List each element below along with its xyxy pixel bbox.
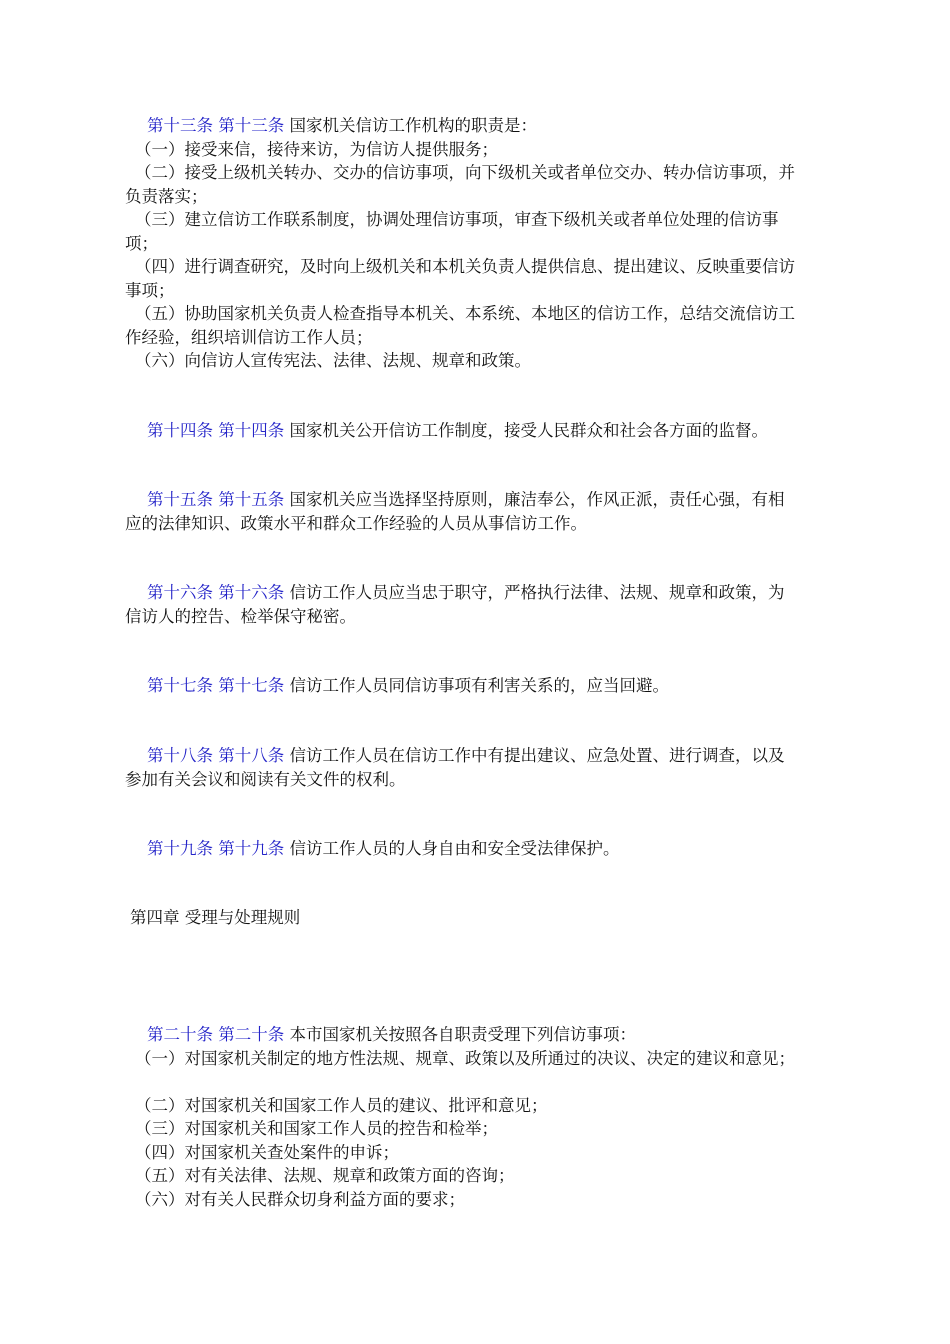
article-14-label: 第十四条 [147, 421, 213, 440]
article-20-intro: 本市国家机关按照各自职责受理下列信访事项： [284, 1025, 636, 1044]
article-13-item-2-cont: 负责落实； [125, 186, 208, 206]
chapter-heading: 第四章 受理与处理规则 [130, 908, 301, 927]
article-19-label-repeat: 第十九条 [218, 839, 285, 858]
article-20-item-6: （六）对有关人民群众切身利益方面的要求； [135, 1189, 465, 1209]
article-15-label-repeat: 第十五条 [218, 490, 285, 509]
article-17-label: 第十七条 [147, 676, 213, 695]
article-19 [125, 837, 837, 861]
article-18-text-1: 信访工作人员在信访工作中有提出建议、应急处置、进行调查，以及 [289, 746, 785, 765]
article-18-label: 第十八条 [147, 746, 213, 765]
article-20-item-4: （四）对国家机关查处案件的申诉； [135, 1142, 399, 1162]
article-17-text: 信访工作人员同信访事项有利害关系的，应当回避。 [289, 676, 669, 695]
article-14-label-repeat: 第十四条 [218, 421, 285, 440]
article-16-text-1: 信访工作人员应当忠于职守，严格执行法律、法规、规章和政策，为 [289, 583, 785, 602]
article-19-label: 第十九条 [147, 839, 213, 858]
article-13-item-4-cont: 事项； [125, 280, 175, 300]
article-19-text: 信访工作人员的人身自由和安全受法律保护。 [289, 839, 620, 858]
article-20-item-2: （二）对国家机关和国家工作人员的建议、批评和意见； [135, 1095, 548, 1115]
article-13-label: 第十三条 [147, 116, 213, 135]
article-13-item-2: （二）接受上级机关转办、交办的信访事项，向下级机关或者单位交办、转办信访事项，并 [135, 163, 795, 182]
article-17-label-repeat: 第十七条 [218, 676, 285, 695]
article-13-item-4: （四）进行调查研究，及时向上级机关和本机关负责人提供信息、提出建议、反映重要信访 [135, 257, 795, 276]
article-20-item-1: （一）对国家机关制定的地方性法规、规章、政策以及所通过的决议、决定的建议和意见； [135, 1048, 795, 1068]
article-14-text: 国家机关公开信访工作制度，接受人民群众和社会各方面的监督。 [289, 421, 768, 440]
article-13-item-5: （五）协助国家机关负责人检查指导本机关、本系统、本地区的信访工作，总结交流信访工 [135, 304, 795, 323]
article-20-label-repeat: 第二十条 [218, 1025, 285, 1044]
article-13-intro: 国家机关信访工作机构的职责是： [284, 116, 537, 135]
article-13-item-1: （一）接受来信，接待来访，为信访人提供服务； [135, 139, 498, 159]
article-13-item-3-cont: 项； [125, 233, 158, 253]
article-14 [125, 419, 837, 443]
article-18-text-2: 参加有关会议和阅读有关文件的权利。 [125, 769, 406, 789]
article-16-label: 第十六条 [147, 583, 213, 602]
article-20-item-5: （五）对有关法律、法规、规章和政策方面的咨询； [135, 1166, 515, 1185]
article-18 [125, 744, 837, 791]
article-20-label: 第二十条 [147, 1025, 213, 1044]
article-16-text-2: 信访人的控告、检举保守秘密。 [125, 606, 356, 626]
article-17 [125, 674, 837, 698]
article-15-label: 第十五条 [147, 490, 213, 509]
article-15-text-2: 应的法律知识、政策水平和群众工作经验的人员从事信访工作。 [125, 513, 587, 533]
article-16-label-repeat: 第十六条 [218, 583, 285, 602]
article-13-label-repeat: 第十三条 [218, 116, 285, 135]
article-20-item-3: （三）对国家机关和国家工作人员的控告和检举； [135, 1119, 498, 1138]
article-13-item-3: （三）建立信访工作联系制度，协调处理信访事项，审查下级机关或者单位处理的信访事 [135, 210, 779, 229]
article-15-text-1: 国家机关应当选择坚持原则，廉洁奉公，作风正派，责任心强，有相 [289, 490, 785, 509]
article-13-item-5-cont: 作经验，组织培训信访工作人员； [125, 327, 373, 347]
article-13 [125, 114, 837, 373]
article-20 [125, 1023, 837, 1211]
article-16 [125, 581, 837, 628]
article-13-heading [125, 114, 837, 138]
article-13-item-6: （六）向信访人宣传宪法、法律、法规、规章和政策。 [135, 351, 531, 370]
article-18-label-repeat: 第十八条 [218, 746, 285, 765]
article-15 [125, 488, 837, 535]
